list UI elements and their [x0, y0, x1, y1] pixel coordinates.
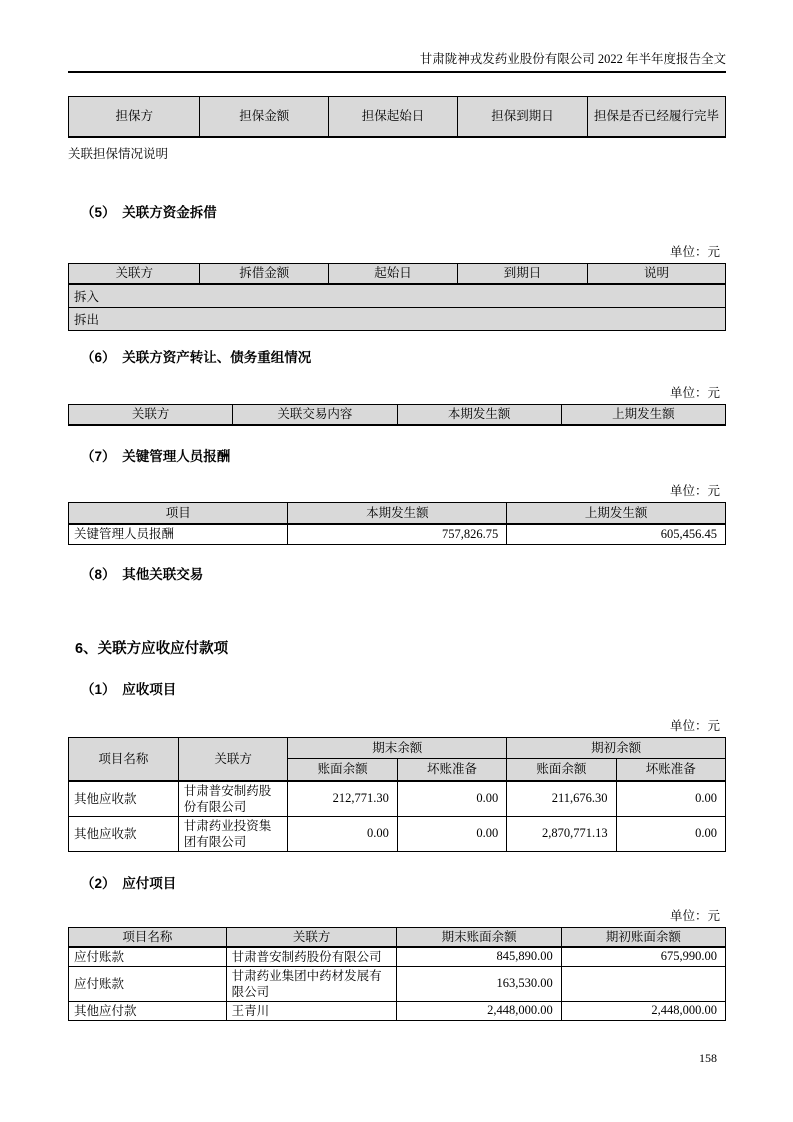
table-cell: 605,456.45: [507, 524, 726, 545]
unit-label: 单位：元: [669, 908, 720, 923]
col-header: 关联方: [226, 927, 397, 947]
table-cell: 甘肃普安制药股份有限公司: [226, 947, 397, 967]
unit-label: 单位：元: [669, 244, 720, 259]
col-header: 担保起始日: [329, 97, 458, 137]
table-cell: 0.00: [616, 781, 725, 817]
unit-label: 单位：元: [669, 484, 720, 498]
col-header: 期初余额: [507, 738, 726, 759]
table-cell: 甘肃药业集团中药材发展有限公司: [226, 966, 397, 1001]
section-8-heading: （8） 其他关联交易: [81, 567, 204, 582]
table-cell: 拆入: [69, 284, 726, 307]
col-header: 关联方: [178, 738, 288, 781]
col-header: 本期发生额: [397, 404, 561, 425]
table-cell: 其他应付款: [69, 1001, 227, 1020]
doc-header-title: 甘肃陇神戎发药业股份有限公司 2022 年半年度报告全文: [419, 52, 726, 66]
table-cell: 甘肃药业投资集团有限公司: [178, 816, 288, 851]
col-header: 担保方: [69, 97, 200, 137]
table-cell: 2,870,771.13: [507, 816, 616, 851]
table-cell: 212,771.30: [288, 781, 397, 817]
col-header: 期初账面余额: [561, 927, 725, 947]
table-cell: 其他应收款: [69, 816, 179, 851]
section-5-heading: （5） 关联方资金拆借: [81, 204, 217, 220]
table-header-row: [69, 503, 726, 524]
col-header: 期末余额: [288, 738, 507, 759]
table-header-row: [69, 738, 726, 759]
table-cell: 845,890.00: [397, 947, 561, 967]
table-cell: 2,448,000.00: [397, 1001, 561, 1020]
col-header: 本期发生额: [288, 503, 507, 524]
table-cell: 163,530.00: [397, 966, 561, 1001]
table-row: [69, 284, 726, 307]
col-header: 担保到期日: [457, 97, 587, 137]
col-header: 关联方: [69, 404, 233, 425]
col-header: 项目: [69, 503, 288, 524]
table-header-row: [69, 404, 726, 425]
table-cell: 0.00: [616, 816, 725, 851]
table-cell: 211,676.30: [507, 781, 616, 817]
col-header: 到期日: [457, 263, 587, 284]
col-header: 担保金额: [200, 97, 329, 137]
col-header: 起始日: [329, 263, 458, 284]
compensation-table: [68, 502, 726, 545]
table-cell: 675,990.00: [561, 947, 725, 967]
section-6-main-heading: 6、关联方应收应付款项: [75, 641, 229, 657]
col-header: 项目名称: [69, 738, 179, 781]
table-row: [69, 947, 726, 967]
unit-label: 单位：元: [669, 719, 720, 733]
lending-table: [68, 263, 726, 331]
col-header: 担保是否已经履行完毕: [588, 97, 726, 137]
table-row: [69, 816, 726, 851]
table-cell: 王青川: [226, 1001, 397, 1020]
page-number: 158: [699, 1050, 717, 1065]
table-row: [69, 966, 726, 1001]
table-cell: 0.00: [397, 816, 506, 851]
section-7-heading: （7） 关键管理人员报酬: [81, 449, 231, 464]
table-cell: 应付账款: [69, 947, 227, 967]
table-header-row: [69, 263, 726, 284]
col-header: 坏账准备: [397, 759, 506, 781]
table-cell: 关键管理人员报酬: [69, 524, 288, 545]
col-header: 上期发生额: [507, 503, 726, 524]
col-header: 坏账准备: [616, 759, 725, 781]
col-header: 项目名称: [69, 927, 227, 947]
table-cell: 应付账款: [69, 966, 227, 1001]
col-header: 账面余额: [507, 759, 616, 781]
col-header: 关联方: [69, 263, 200, 284]
subsection-2-heading: （2） 应付项目: [81, 875, 177, 891]
guarantee-table: [68, 96, 726, 138]
unit-label: 单位：元: [669, 385, 720, 400]
payables-table: [68, 927, 726, 1021]
section-6-heading: （6） 关联方资产转让、债务重组情况: [81, 349, 312, 365]
receivables-table: [68, 737, 726, 852]
table-cell: 0.00: [288, 816, 397, 851]
guarantee-note: 关联担保情况说明: [68, 146, 169, 161]
table-cell: 拆出: [69, 307, 726, 330]
subsection-1-heading: （1） 应收项目: [81, 682, 177, 697]
table-row: [69, 307, 726, 330]
table-row: [69, 524, 726, 545]
table-cell: 其他应收款: [69, 781, 179, 817]
col-header: 拆借金额: [200, 263, 329, 284]
table-cell: [561, 966, 725, 1001]
table-cell: 甘肃普安制药股份有限公司: [178, 781, 288, 817]
table-row: [69, 1001, 726, 1020]
col-header: 期末账面余额: [397, 927, 561, 947]
col-header: 账面余额: [288, 759, 397, 781]
col-header: 上期发生额: [561, 404, 725, 425]
table-cell: 0.00: [397, 781, 506, 817]
table-cell: 2,448,000.00: [561, 1001, 725, 1020]
col-header: 说明: [588, 263, 726, 284]
doc-header: [68, 52, 726, 73]
table-cell: 757,826.75: [288, 524, 507, 545]
asset-transfer-table: [68, 404, 726, 427]
table-header-row: [69, 927, 726, 947]
table-row: [69, 781, 726, 817]
table-header-row: [69, 97, 726, 137]
col-header: 关联交易内容: [233, 404, 397, 425]
